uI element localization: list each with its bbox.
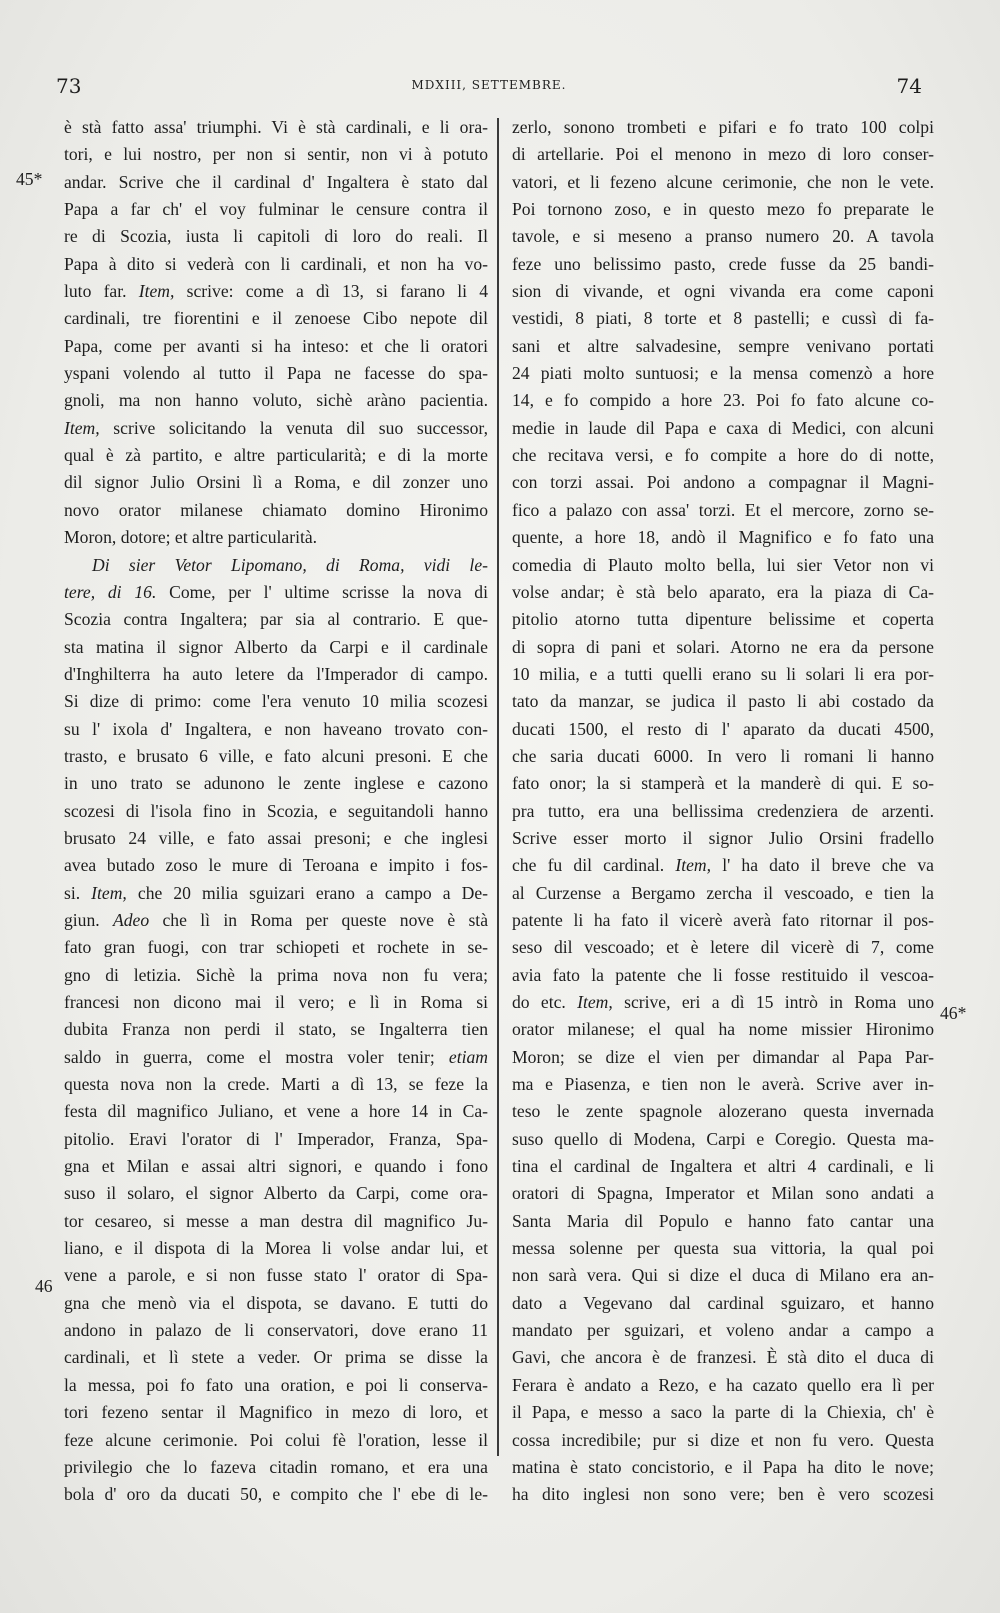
text-line: liano, e il dispota di la Morea li volse andar lui, et <box>64 1238 488 1259</box>
text-line: fico a palazo con assa' torzi. Et el mercore, zorno se- <box>512 499 934 520</box>
margin-number-46-left: 46 <box>35 1276 53 1296</box>
text-line: saldo in guerra, come el mostra voler tenir; etiam <box>64 1046 488 1067</box>
text-line: pra tutto, era una bellissima credenziera de arzenti. <box>512 800 934 821</box>
text-line: Ferara è andato a Rezo, e ha cazato quello era lì per <box>512 1374 934 1395</box>
margin-number-45: 45* <box>16 169 43 189</box>
text-line: volse andar; è stà belo aparato, era la piaza di Ca- <box>512 581 934 602</box>
text-line: scozesi di l'isola fino in Scozia, e seguitandoli hanno <box>64 800 488 821</box>
text-line: mandato per sguizari, et voleno andar a campo a <box>512 1320 934 1341</box>
margin-number-46-right: 46* <box>940 1003 967 1023</box>
text-line: vestidi, 8 piati, 8 torte et 8 pastelli; e cussì di fa- <box>512 308 934 329</box>
text-line: tori fezeno sentar il Magnifico in mezo di loro, et <box>64 1402 488 1423</box>
page-header <box>56 74 922 104</box>
text-line: d'Inghilterra ha auto letere da l'Imperador di campo. <box>64 663 488 684</box>
text-line: andono in palazo de li conservatori, dove erano 11 <box>64 1320 488 1341</box>
text-line: non sarà vera. Qui si dize el duca di Milano era an- <box>512 1265 934 1286</box>
text-line: orator milanese; el qual ha nome missier Hironimo <box>512 1019 934 1040</box>
text-line: bola d' oro da ducati 50, e compito che l' ebe di le- <box>64 1484 488 1505</box>
text-line: qual è zà partito, e altre particularità; e di la morte <box>64 445 488 466</box>
text-line: avea butado zoso le mure di Teroana e impito i fos- <box>64 855 488 876</box>
text-line: è stà fatto assa' triumphi. Vi è stà cardinali, e li ora- <box>64 117 488 137</box>
text-line: brusato 24 ville, e fato assai presoni; e che inglesi <box>64 827 488 848</box>
text-line: gnoli, ma non hanno voluto, sichè aràno pacientia. <box>64 390 488 411</box>
text-line: do etc. Item, scrive, eri a dì 15 intrò in Roma uno <box>512 992 934 1012</box>
text-line: quente, a hore 18, andò il Magnifico e fo fato una <box>512 527 934 548</box>
text-line: pitolio. Eravi l'orator di l' Imperador, Franza, Spa- <box>64 1128 488 1149</box>
right-text-column <box>512 114 934 1505</box>
text-line: che fu dil cardinal. Item, l' ha dato il breve che va <box>512 855 934 876</box>
text-line: francesi non dicono mai il vero; e lì in Roma si <box>64 992 488 1012</box>
text-line: Scozia contra Ingaltera; par sia al contrario. E que- <box>64 609 488 630</box>
page-number-right: 74 <box>896 74 922 98</box>
running-head: MDXIII, SETTEMBRE. <box>411 78 567 92</box>
text-line: tor cesareo, si messe a man destra dil magnifico Ju- <box>64 1210 488 1231</box>
text-line: suso il solaro, el signor Alberto da Carpi, come ora- <box>64 1183 488 1204</box>
text-line: luto far. Item, scrive: come a dì 13, si farano li 4 <box>64 281 488 302</box>
text-line: Scrive esser morto il signor Julio Orsini fradello <box>512 827 934 848</box>
text-line: suso quello di Modena, Carpi e Coregio. Questa ma- <box>512 1128 934 1149</box>
text-line: patente li ha fato il vicerè averà fato ritornar il pos- <box>512 909 934 930</box>
text-line: re di Scozia, iusta li capitoli di loro do reali. Il <box>64 226 488 247</box>
text-line: tato da manzar, se judica il pasto li abi costado da <box>512 691 934 712</box>
text-line: vatori, et li fezeno alcune cerimonie, che non le vete. <box>512 171 934 192</box>
text-line: feze uno belissimo pasto, crede fusse da 25 bandi- <box>512 253 934 274</box>
text-line: di artellarie. Poi el menono in mezo di loro conser- <box>512 144 934 165</box>
text-line: fato onor; la si stamperà et la manderè di qui. E so- <box>512 773 934 794</box>
text-line: giun. Adeo che lì in Roma per queste nove è stà <box>64 909 488 930</box>
text-line: in uno trato se adunono le zente inglese e cazono <box>64 773 488 794</box>
text-line: dubita Franza non perdi il stato, se Ingalterra tien <box>64 1019 488 1040</box>
text-line: Papa a far ch' el voy fulminar le censure contra il <box>64 199 488 220</box>
text-line: sta matina il signor Alberto da Carpi e il cardinale <box>64 636 488 657</box>
text-line: seso dil vescoado; et è letere dil vicerè di 7, come <box>512 937 934 958</box>
text-line: Santa Maria dil Populo e hanno fato cantar una <box>512 1210 934 1231</box>
text-line: gno di letizia. Sichè la prima nova non fu vera; <box>64 964 488 985</box>
text-line: zerlo, sonono trombeti e pifari e fo trato 100 colpi <box>512 117 934 137</box>
text-line: 24 piati molto suntuosi; e la mensa comenzò a hore <box>512 363 934 384</box>
text-line: oratori di Spagna, Imperator et Milan sono andati a <box>512 1183 934 1204</box>
text-line: vene a parole, e si non fusse stato l' orator di Spa- <box>64 1265 488 1286</box>
text-line: messa solenne per questa sua vittoria, la qual poi <box>512 1238 934 1259</box>
text-line: che saria ducati 6000. In vero li romani li hanno <box>512 745 934 766</box>
text-line: si. Item, che 20 milia sguizari erano a campo a De- <box>64 882 488 903</box>
text-line: Si dize di primo: come l'era venuto 10 milia scozesi <box>64 691 488 712</box>
text-line: tere, di 16. Come, per l' ultime scrisse la nova di <box>64 581 488 602</box>
text-line: Item, scrive solicitando la venuta dil suo successor, <box>64 417 488 438</box>
text-line: andar. Scrive che il cardinal d' Ingaltera è stato dal <box>64 171 488 192</box>
text-line: cossa incredibile; pur si dize et non fu vero. Questa <box>512 1429 934 1450</box>
text-line: tavole, e si meseno a pranso numero 20. A tavola <box>512 226 934 247</box>
text-line: Moron, dotore; et altre particularità. <box>64 527 318 548</box>
text-line: trasto, e brusato 6 ville, e fato alcuni presoni. E che <box>64 745 488 766</box>
text-line: privilegio che lo fazeva citadin romano, et era una <box>64 1456 488 1477</box>
text-line: gna che menò via el dispota, se davano. E tutti do <box>64 1292 488 1313</box>
text-line: medie in laude dil Papa e caxa di Medici, con alcuni <box>512 417 934 438</box>
text-line: matina è stato concistorio, e il Papa ha dito le nove; <box>512 1456 934 1477</box>
text-line: fato gran fuogi, con trar schiopeti et rochete in se- <box>64 937 488 958</box>
text-line: yspani volendo al tutto il Papa ne facesse do spa- <box>64 363 488 384</box>
text-line: tori, e lui nostro, per non si sentir, non vi à potuto <box>64 144 488 165</box>
text-line: Poi tornono zoso, e in questo mezo fo preparate le <box>512 199 934 220</box>
text-line: cardinali, tre fiorentini e il zenoese Cibo nepote dil <box>64 308 488 329</box>
page-number-left: 73 <box>56 74 82 98</box>
text-line: Papa à dito si vederà con li cardinali, et non ha vo- <box>64 253 488 274</box>
text-line: Di sier Vetor Lipomano, di Roma, vidi le- <box>92 554 488 575</box>
text-line: festa dil magnifico Juliano, et vene a hore 14 in Ca- <box>64 1101 488 1122</box>
text-line: la messa, poi fo fato una oration, e poi li conserva- <box>64 1374 488 1395</box>
text-line: con torzi assai. Poi andono a compagnar il Magni- <box>512 472 934 493</box>
text-line: 10 milia, e a tutti quelli erano su li solari li era por- <box>512 663 934 684</box>
text-line: dato a Vegevano dal cardinal sguizaro, et hanno <box>512 1292 934 1313</box>
text-line: sani et altre salvadesine, sempre venivano portati <box>512 335 934 356</box>
text-line: al Curzense a Bergamo zercha il vescoado, e tien la <box>512 882 934 903</box>
text-line: ma e Piasenza, e tien non le averà. Scrive aver in- <box>512 1074 934 1095</box>
text-line: pitolio atorno tutta dipenture belissime et coperta <box>512 609 934 630</box>
text-line: feze alcune cerimonie. Poi colui fè l'oration, lesse il <box>64 1429 488 1450</box>
text-line: comedia di Plauto molto bella, lui sier Vetor non vi <box>512 554 934 575</box>
text-line: Papa, come per avanti si ha inteso: et che li oratori <box>64 335 488 356</box>
text-line: Gavi, che ancora è de franzesi. È stà dito el duca di <box>512 1347 934 1368</box>
text-line: novo orator milanese chiamato domino Hironimo <box>64 499 488 520</box>
text-line: che recitava versi, e fo compite a hore do di notte, <box>512 445 934 466</box>
text-line: ha dito inglesi non sono vere; ben è vero scozesi <box>512 1484 934 1505</box>
left-text-column <box>64 114 488 1505</box>
text-line: sion di vivande, et ogni vivanda era come caponi <box>512 281 934 302</box>
text-line: avia fato la patente che li fosse restituido il vescoa- <box>512 964 934 985</box>
text-line: il Papa, e messo a saco la parte di la Chiexia, ch' è <box>512 1402 934 1423</box>
text-line: su l' ixola d' Ingaltera, e non haveano trovato con- <box>64 718 488 739</box>
text-line: dil signor Julio Orsini lì a Roma, e dil zonzer uno <box>64 472 488 493</box>
text-line: cardinali, et lì stete a veder. Or prima se disse la <box>64 1347 488 1368</box>
text-line: ducati 1500, el resto di l' aparato da ducati 4500, <box>512 718 934 739</box>
text-line: gna et Milan e assai altri signori, e quando i fono <box>64 1156 488 1177</box>
text-line: questa nova non la crede. Marti a dì 13, se feze la <box>64 1074 488 1095</box>
text-line: tina el cardinal de Ingaltera et altri 4 cardinali, e li <box>512 1156 934 1177</box>
column-divider <box>497 118 499 1456</box>
text-line: teso le zente spagnole alozerano questa invernada <box>512 1101 934 1122</box>
text-line: 14, e fo compido a hore 23. Poi fo fato alcune co- <box>512 390 934 411</box>
text-line: Moron; se dize el vien per dimandar al Papa Par- <box>512 1046 934 1067</box>
text-line: di sopra di pani et solari. Atorno ne era da persone <box>512 636 934 657</box>
